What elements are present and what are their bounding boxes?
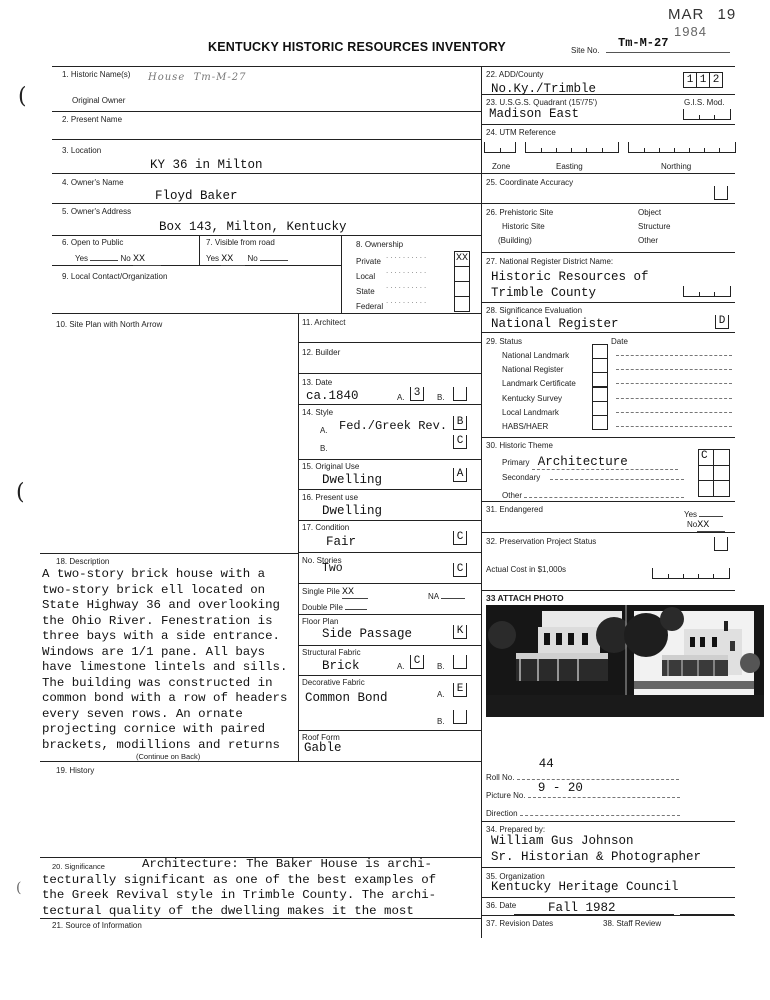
zone-label: Zone xyxy=(492,162,511,171)
coord-accuracy-label: 25. Coordinate Accuracy xyxy=(486,178,574,187)
significance-label: 20. Significance xyxy=(52,862,105,871)
description-text[interactable] xyxy=(42,567,300,753)
organization-value[interactable]: Kentucky Heritage Council xyxy=(491,880,679,894)
add-county-codes xyxy=(683,72,723,88)
description-line: Windows are 1/1 pane. All bays xyxy=(42,644,266,659)
status-item-label: Local Landmark xyxy=(502,407,559,417)
punch-mark: ( xyxy=(16,480,25,505)
status-checkbox[interactable] xyxy=(592,387,608,402)
form-date-label: 36. Date xyxy=(486,901,517,910)
picture-value: 9 - 20 xyxy=(537,781,583,795)
present-name-label: 2. Present Name xyxy=(62,115,123,124)
open-to-public-field[interactable] xyxy=(75,254,161,266)
endangered-yes-label: Yes xyxy=(684,510,698,519)
ownership-checkbox[interactable]: XX xyxy=(454,251,470,267)
na-field[interactable] xyxy=(428,592,465,601)
gis-mod-field[interactable] xyxy=(683,109,731,120)
present-use-value[interactable]: Dwelling xyxy=(322,504,383,518)
structural-b-label: B. xyxy=(437,662,445,671)
status-checkbox[interactable] xyxy=(592,358,608,373)
ownership-checkbox[interactable] xyxy=(454,266,470,282)
rule xyxy=(298,675,481,676)
continue-note: (Continue on Back) xyxy=(136,752,201,761)
owners-name-label: 4. Owner's Name xyxy=(62,178,124,187)
site-no-field[interactable] xyxy=(606,38,730,53)
historic-name-value: House Tm-M-27 xyxy=(148,72,247,83)
add-code-digit[interactable]: 1 xyxy=(683,72,697,88)
present-use-label: 16. Present use xyxy=(302,493,359,502)
stamp-day: 19 xyxy=(717,6,737,23)
theme-secondary-label: Secondary xyxy=(502,473,541,482)
usgs-value[interactable]: Madison East xyxy=(489,107,580,121)
theme-primary-field[interactable] xyxy=(502,455,678,470)
na-label: NA xyxy=(428,592,439,601)
date-a-code[interactable]: 3 xyxy=(410,387,424,401)
rule xyxy=(298,730,481,731)
status-item[interactable] xyxy=(502,359,734,373)
photo-label: 33 ATTACH PHOTO xyxy=(486,593,564,603)
ownership-label: 8. Ownership xyxy=(356,240,404,249)
theme-other-label: Other xyxy=(502,491,523,500)
visible-from-road-field[interactable] xyxy=(206,254,288,266)
organization-label: 35. Organization xyxy=(486,872,545,881)
ownership-checkbox[interactable] xyxy=(454,296,470,312)
status-item[interactable] xyxy=(502,373,734,387)
utm-label: 24. UTM Reference xyxy=(486,128,556,137)
rule xyxy=(40,918,481,919)
picture-field[interactable] xyxy=(486,781,680,800)
rule xyxy=(481,203,735,204)
rule xyxy=(341,235,342,313)
rule xyxy=(40,553,298,554)
roll-value: 44 xyxy=(538,757,554,771)
site-type-structure[interactable]: Structure xyxy=(638,222,671,231)
site-plan-area[interactable] xyxy=(52,332,296,550)
significance-eval-value[interactable]: National Register xyxy=(491,317,619,331)
ownership-option-label: Federal xyxy=(356,302,384,311)
theme-code[interactable]: C xyxy=(701,450,708,462)
owners-address-value[interactable]: Box 143, Milton, Kentucky xyxy=(159,220,347,234)
history-label: 19. History xyxy=(56,766,95,775)
coord-accuracy-code[interactable] xyxy=(714,186,728,200)
prepared-by-line[interactable]: William Gus Johnson xyxy=(491,834,634,848)
status-checkbox[interactable] xyxy=(592,344,608,359)
status-item[interactable] xyxy=(502,416,734,430)
stories-label: No. Stories xyxy=(302,556,342,565)
prepared-by-line[interactable]: Sr. Historian & Photographer xyxy=(491,850,702,864)
rule xyxy=(52,139,481,140)
house-photo-icon xyxy=(486,605,764,717)
local-contact-label: 9. Local Contact/Organization xyxy=(62,272,168,281)
form-date-extra xyxy=(680,914,734,915)
history-area[interactable] xyxy=(52,778,477,854)
description-line: two-story brick ell located on xyxy=(42,582,266,597)
status-checkbox[interactable] xyxy=(592,401,608,416)
original-use-label: 15. Original Use xyxy=(302,462,360,471)
builder-field[interactable] xyxy=(302,358,472,370)
structural-fabric-value[interactable]: Brick xyxy=(322,659,360,673)
add-county-value[interactable]: No.Ky./Trimble xyxy=(491,82,597,96)
ownership-option-label: Local xyxy=(356,272,376,281)
utm-easting-field[interactable] xyxy=(525,142,619,153)
rule xyxy=(298,404,481,405)
description-label: 18. Description xyxy=(56,557,110,566)
significance-line: Architecture: The Baker House is archi- xyxy=(142,857,432,871)
endangered-no-value: XX xyxy=(697,520,725,532)
decorative-b-code[interactable] xyxy=(453,710,467,724)
decorative-fabric-value[interactable]: Common Bond xyxy=(305,691,388,705)
direction-field[interactable] xyxy=(486,807,680,818)
rule xyxy=(199,235,200,265)
date-b-code[interactable] xyxy=(453,387,467,401)
actual-cost-label: Actual Cost in $1,000s xyxy=(486,565,567,574)
rule xyxy=(298,459,481,460)
preservation-label: 32. Preservation Project Status xyxy=(486,537,597,546)
date-b-label: B. xyxy=(437,393,445,402)
description-line: the Ohio River. Fenestration is xyxy=(42,613,273,628)
style-a-value[interactable]: Fed./Greek Rev. xyxy=(339,419,448,433)
significance-line: the Greek Revival style in Trimble County. The archi- xyxy=(42,888,437,902)
decorative-b-label: B. xyxy=(437,717,445,726)
rule xyxy=(481,332,735,333)
condition-value[interactable]: Fair xyxy=(326,535,357,549)
gis-mod-label: G.I.S. Mod. xyxy=(684,98,725,107)
visible-yes-value: XX xyxy=(221,254,245,266)
structural-b-code[interactable] xyxy=(453,655,467,669)
rule xyxy=(481,867,735,868)
staff-review-label: 38. Staff Review xyxy=(603,919,662,928)
rule xyxy=(481,532,735,533)
picture-label: Picture No. xyxy=(486,791,526,800)
status-list xyxy=(502,345,734,430)
architect-label: 11. Architect xyxy=(302,318,346,327)
visible-no-value xyxy=(260,260,288,261)
historic-name-field[interactable] xyxy=(148,67,448,81)
rule xyxy=(298,489,481,490)
ownership-checkbox[interactable] xyxy=(454,281,470,297)
site-type-historic[interactable]: Historic Site xyxy=(502,222,545,231)
double-pile-value xyxy=(345,609,367,610)
style-b-label: B. xyxy=(320,444,328,453)
description-line: common bond with a row of headers xyxy=(42,691,288,705)
condition-label: 17. Condition xyxy=(302,523,350,532)
roof-form-label: Roof Form xyxy=(302,733,340,742)
single-pile-field[interactable] xyxy=(302,587,368,599)
ownership-option-label: State xyxy=(356,287,375,296)
location-label: 3. Location xyxy=(62,146,102,155)
description-line: three bays with a side entrance. xyxy=(42,629,280,643)
rule xyxy=(298,520,481,521)
nr-district-line[interactable]: Trimble County xyxy=(491,286,597,300)
add-code-digit[interactable]: 1 xyxy=(697,72,710,88)
stamp-month: MAR xyxy=(668,6,705,23)
yes-label: Yes xyxy=(75,254,89,263)
endangered-label: 31. Endangered xyxy=(486,505,543,514)
structural-a-code[interactable]: C xyxy=(410,655,424,669)
structural-a-label: A. xyxy=(397,662,405,671)
date-stamp xyxy=(668,6,770,40)
site-no-value: Tm-M-27 xyxy=(618,36,669,50)
preservation-code[interactable] xyxy=(714,537,728,551)
ownership-options xyxy=(356,251,474,311)
significance-line: tecturally significant as one of the best examples of xyxy=(42,872,437,887)
revision-dates-label: 37. Revision Dates xyxy=(486,919,554,928)
date-a-label: A. xyxy=(397,393,405,402)
description-line: brackets, modillions and returns xyxy=(42,737,280,752)
no-label: No xyxy=(120,254,131,263)
form-title: KENTUCKY HISTORIC RESOURCES INVENTORY xyxy=(208,40,506,54)
punch-mark: ( xyxy=(18,84,27,109)
status-checkbox[interactable] xyxy=(592,372,608,387)
site-type-other[interactable]: Other xyxy=(638,236,659,245)
ownership-option[interactable]: Local .......... xyxy=(356,266,474,281)
rule xyxy=(298,342,481,343)
original-use-code[interactable]: A xyxy=(453,468,467,482)
actual-cost-field[interactable] xyxy=(652,568,730,579)
decorative-a-code[interactable]: E xyxy=(453,683,467,697)
rule xyxy=(481,173,735,174)
significance-text[interactable] xyxy=(42,857,482,918)
nr-district-label: 27. National Register District Name: xyxy=(486,257,614,266)
no-label: No xyxy=(247,254,258,263)
endangered-yes-value xyxy=(699,516,723,517)
decorative-fabric-label: Decorative Fabric xyxy=(302,678,365,687)
status-item-label: Landmark Certificate xyxy=(502,379,576,389)
theme-secondary-value xyxy=(550,479,684,480)
add-code-digit[interactable]: 2 xyxy=(710,72,723,88)
rule xyxy=(481,66,482,938)
description-line: A two-story brick house with a xyxy=(42,567,266,581)
status-item-label: National Landmark xyxy=(502,351,570,360)
site-type-prehistoric[interactable]: 26. Prehistoric Site xyxy=(486,208,554,217)
endangered-no-label: No xyxy=(687,520,698,529)
owners-name-value[interactable]: Floyd Baker xyxy=(155,189,238,203)
single-pile-value: XX xyxy=(342,587,368,599)
description-line: projecting cornice with paired xyxy=(42,722,266,736)
theme-primary-value: Architecture xyxy=(532,455,678,470)
rule xyxy=(481,501,735,502)
stamp-year: 1984 xyxy=(674,24,707,39)
rule xyxy=(298,645,481,646)
site-no-label: Site No. xyxy=(571,46,600,55)
easting-label: Easting xyxy=(556,162,583,171)
date-label: 13. Date xyxy=(302,378,333,387)
ownership-option[interactable]: Private .......... XX xyxy=(356,251,468,266)
endangered-no-field[interactable] xyxy=(687,520,725,532)
direction-label: Direction xyxy=(486,809,518,818)
open-to-public-label: 6. Open to Public xyxy=(62,238,124,247)
rule xyxy=(481,915,735,916)
form-date-value: Fall 1982 xyxy=(548,901,616,915)
description-line: State Highway 36 and overlooking xyxy=(42,598,280,612)
original-use-value[interactable]: Dwelling xyxy=(322,473,383,487)
theme-secondary-field[interactable] xyxy=(502,473,684,482)
utm-northing-field[interactable] xyxy=(628,142,736,153)
theme-code-grid xyxy=(698,449,730,497)
northing-label: Northing xyxy=(661,162,692,171)
rule xyxy=(298,373,481,374)
status-date-label: Date xyxy=(611,337,628,346)
rule xyxy=(40,761,481,762)
description-line: The building was constructed in xyxy=(42,675,273,690)
original-owner-label: Original Owner xyxy=(72,96,126,105)
style-b-code[interactable]: C xyxy=(453,435,467,449)
direction-value xyxy=(520,807,680,816)
significance-eval-label: 28. Significance Evaluation xyxy=(486,306,583,315)
attached-photo xyxy=(486,605,764,717)
significance-line: tectural quality of the dwelling makes it the most xyxy=(42,903,414,918)
double-pile-field[interactable] xyxy=(302,603,367,612)
ownership-option[interactable]: State .......... xyxy=(356,281,474,296)
architect-field[interactable] xyxy=(302,328,472,340)
style-a-code[interactable]: B xyxy=(453,416,467,430)
punch-mark: ( xyxy=(16,880,22,896)
present-name-field[interactable] xyxy=(150,124,470,138)
roof-form-value[interactable]: Gable xyxy=(304,741,342,755)
single-pile-label: Single Pile xyxy=(302,587,340,596)
structural-fabric-label: Structural Fabric xyxy=(302,648,361,657)
nr-district-code-field[interactable] xyxy=(683,286,731,297)
ownership-option[interactable]: Federal .......... xyxy=(356,296,474,311)
status-checkbox[interactable] xyxy=(592,415,608,430)
utm-zone-field[interactable] xyxy=(484,142,516,153)
style-a-label: A. xyxy=(320,426,328,435)
rule xyxy=(481,124,735,125)
visible-from-road-label: 7. Visible from road xyxy=(206,238,275,247)
yes-label: Yes xyxy=(206,254,220,263)
significance-eval-code[interactable]: D xyxy=(715,315,729,329)
na-value xyxy=(441,598,465,599)
rule xyxy=(52,173,481,174)
stories-value[interactable]: Two xyxy=(322,562,343,575)
prepared-by-label: 34. Prepared by: xyxy=(486,825,546,834)
owners-address-label: 5. Owner's Address xyxy=(62,207,132,216)
rule xyxy=(481,437,735,438)
rule xyxy=(481,821,735,822)
usgs-label: 23. U.S.G.S. Quadrant (15'/75') xyxy=(486,98,598,107)
rule xyxy=(481,252,735,253)
description-line: have limestone lintels and sills. xyxy=(42,660,288,674)
rule xyxy=(52,111,481,112)
theme-other-field[interactable] xyxy=(502,491,684,500)
open-yes-value xyxy=(90,260,118,261)
roll-label: Roll No. xyxy=(486,773,515,782)
floor-plan-code[interactable]: K xyxy=(453,625,467,639)
status-item-label: HABS/HAER xyxy=(502,421,549,431)
ownership-option-label: Private xyxy=(356,257,381,266)
status-item[interactable] xyxy=(502,402,734,416)
floor-plan-label: Floor Plan xyxy=(302,617,339,626)
stories-code[interactable]: C xyxy=(453,563,467,577)
nr-district-line[interactable]: Historic Resources of xyxy=(491,270,649,284)
theme-label: 30. Historic Theme xyxy=(486,441,553,450)
rule xyxy=(298,583,481,584)
rule xyxy=(52,203,481,204)
rule xyxy=(481,897,735,898)
style-label: 14. Style xyxy=(302,408,334,417)
site-type-building-selected[interactable]: (Building) xyxy=(498,236,532,245)
status-item[interactable] xyxy=(502,345,734,359)
decorative-a-label: A. xyxy=(437,690,445,699)
rule xyxy=(481,302,735,303)
endangered-yes-field[interactable] xyxy=(684,510,723,519)
rule xyxy=(298,614,481,615)
open-no-value: XX xyxy=(133,254,161,266)
double-pile-label: Double Pile xyxy=(302,603,343,612)
status-item-label: National Register xyxy=(502,365,564,375)
rule xyxy=(298,552,481,553)
rule xyxy=(52,235,481,236)
local-contact-field[interactable] xyxy=(62,284,332,310)
floor-plan-value[interactable]: Side Passage xyxy=(322,627,413,641)
builder-label: 12. Builder xyxy=(302,348,341,357)
form-date-field[interactable] xyxy=(514,900,674,915)
source-label: 21. Source of Information xyxy=(52,921,142,930)
location-value[interactable]: KY 36 in Milton xyxy=(150,158,263,172)
add-county-label: 22. ADD/County xyxy=(486,70,544,79)
site-plan-label: 10. Site Plan with North Arrow xyxy=(56,320,163,329)
status-label: 29. Status xyxy=(486,337,523,346)
rule xyxy=(52,313,481,314)
site-type-object[interactable]: Object xyxy=(638,208,662,217)
historic-name-label: 1. Historic Name(s) xyxy=(62,70,131,79)
theme-other-value xyxy=(524,497,684,498)
date-value[interactable]: ca.1840 xyxy=(306,389,359,403)
status-item-label: Kentucky Survey xyxy=(502,393,563,403)
status-item[interactable] xyxy=(502,388,734,402)
theme-primary-label: Primary xyxy=(502,458,530,467)
description-line: every seven rows. An ornate xyxy=(42,706,243,721)
rule xyxy=(481,590,735,591)
condition-code[interactable]: C xyxy=(453,531,467,545)
